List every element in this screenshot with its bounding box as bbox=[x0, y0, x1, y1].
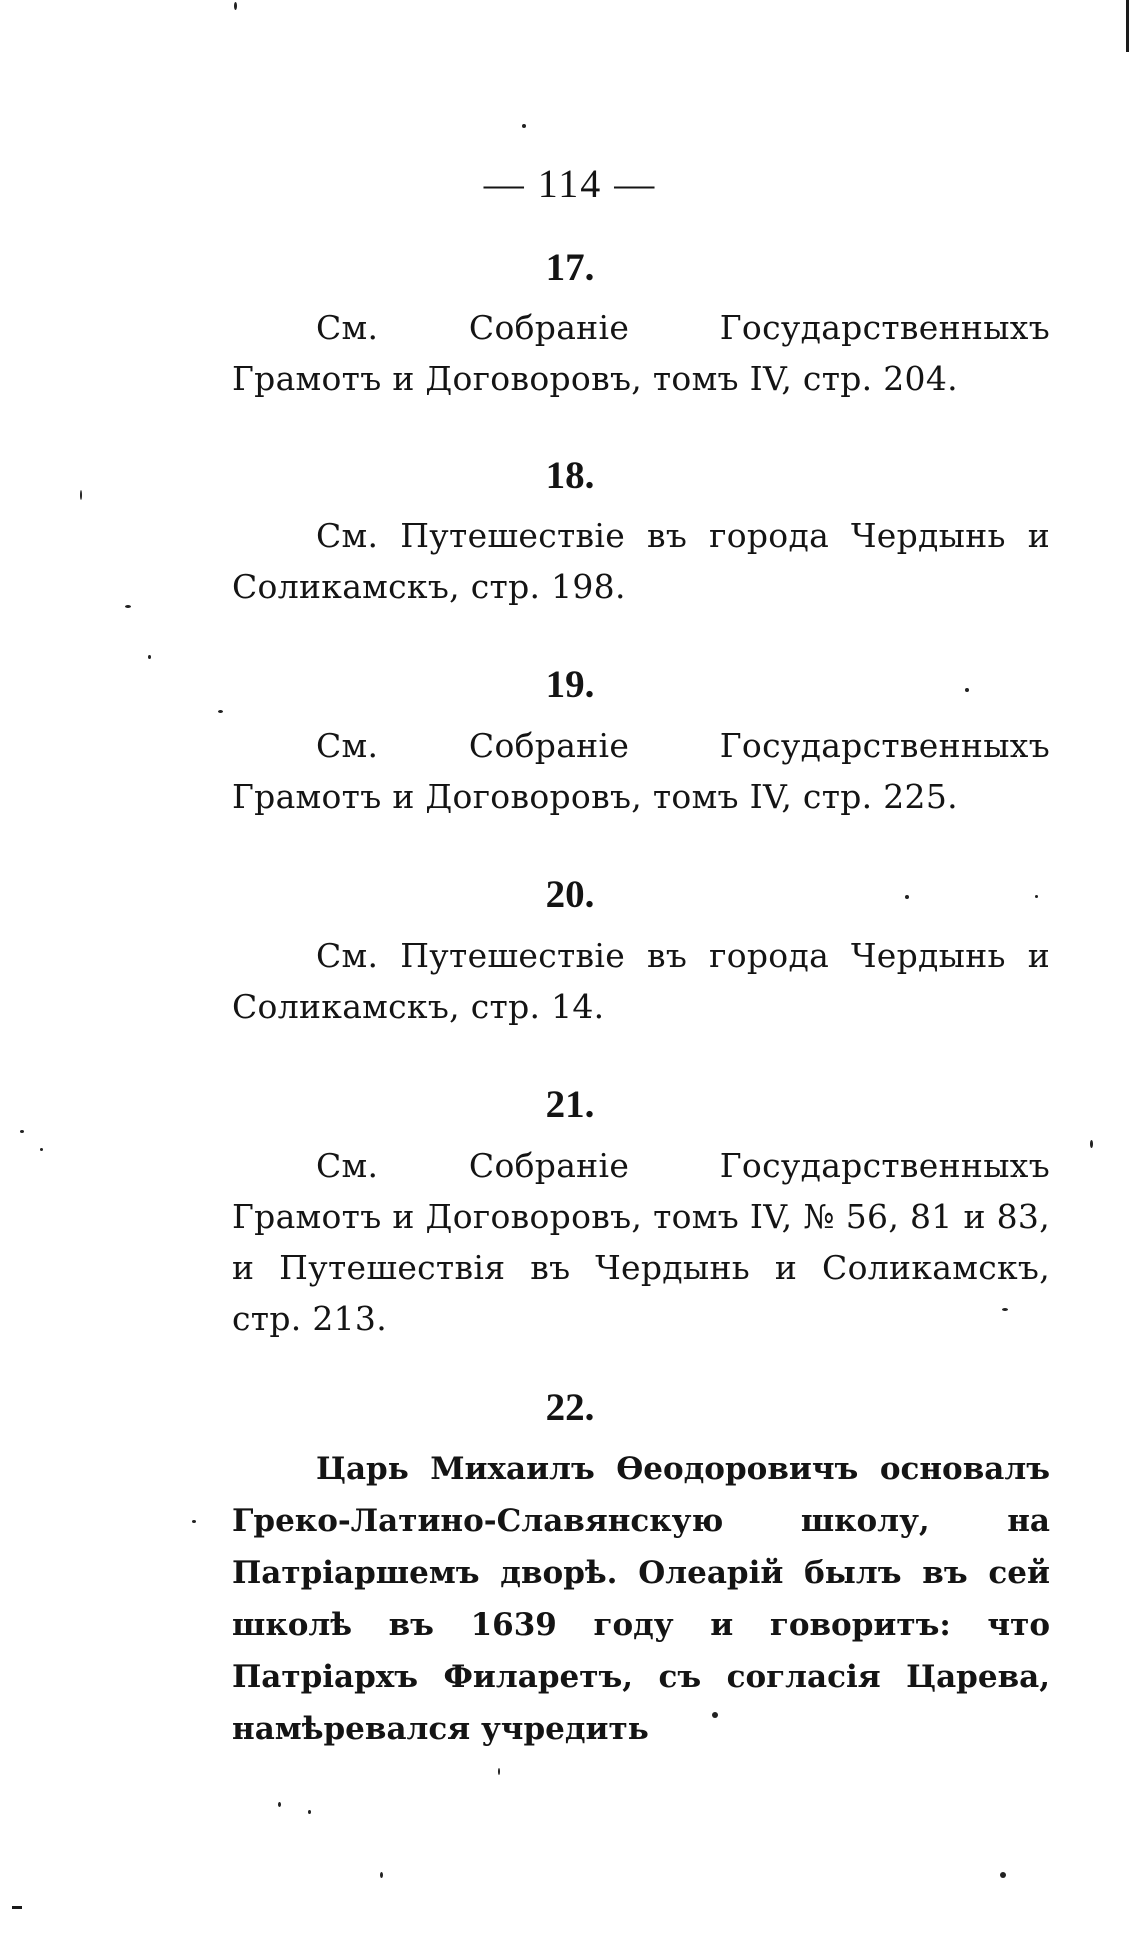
page-number: — 114 — bbox=[483, 161, 657, 206]
scan-speck bbox=[192, 1520, 196, 1523]
scan-speck bbox=[80, 490, 82, 500]
scan-speck bbox=[148, 655, 151, 659]
note-text-18: См. Путешествіе въ города Чердынь и Соликамскъ, стр. 198. bbox=[232, 516, 1050, 606]
scan-speck bbox=[234, 2, 237, 10]
scan-speck bbox=[1090, 1140, 1093, 1148]
note-number-22: 22. bbox=[545, 1386, 595, 1429]
note-text-19: См. Собраніе Государственныхъ Грамотъ и Договоровъ, томъ IV, стр. 225. bbox=[232, 726, 1050, 816]
note-text-22: Царь Михаилъ Ѳеодоровичъ основалъ Греко-Латино-Славянскую школу, на Патріаршемъ дворѣ. Олеарій былъ въ сей школѣ въ 1639 году и говоритъ: что Патріархъ Филаретъ, съ согласія Царева, намѣревался учредить bbox=[232, 1451, 1050, 1747]
scan-speck bbox=[20, 1130, 24, 1133]
scan-speck bbox=[218, 710, 223, 713]
note-number-18: 18. bbox=[545, 454, 595, 497]
scan-speck bbox=[40, 1148, 43, 1151]
note-number-19: 19. bbox=[545, 663, 595, 706]
scan-edge-mark bbox=[12, 1906, 22, 1909]
scan-speck bbox=[498, 1768, 500, 1775]
note-number-21: 21. bbox=[545, 1083, 595, 1126]
scan-speck bbox=[380, 1872, 383, 1878]
scan-speck bbox=[125, 605, 131, 608]
scan-speck bbox=[522, 124, 526, 128]
note-text-20: См. Путешествіе въ города Чердынь и Соликамскъ, стр. 14. bbox=[232, 936, 1050, 1026]
scan-speck bbox=[905, 895, 909, 899]
scan-speck bbox=[308, 1810, 311, 1814]
scan-speck bbox=[278, 1802, 281, 1807]
note-text-21: См. Собраніе Государственныхъ Грамотъ и Договоровъ, томъ IV, № 56, 81 и 83, и Путешествія въ Чердынь и Соликамскъ, стр. 213. bbox=[232, 1146, 1050, 1338]
scan-speck bbox=[712, 1712, 718, 1718]
scan-speck bbox=[1002, 1308, 1008, 1311]
scan-edge-mark bbox=[1126, 0, 1129, 52]
note-number-17: 17. bbox=[545, 246, 595, 289]
note-text-17: См. Собраніе Государственныхъ Грамотъ и Договоровъ, томъ IV, стр. 204. bbox=[232, 308, 1050, 398]
scan-speck bbox=[1000, 1872, 1006, 1878]
scan-speck bbox=[1035, 895, 1038, 898]
note-number-20: 20. bbox=[545, 873, 595, 916]
scan-speck bbox=[965, 688, 969, 692]
